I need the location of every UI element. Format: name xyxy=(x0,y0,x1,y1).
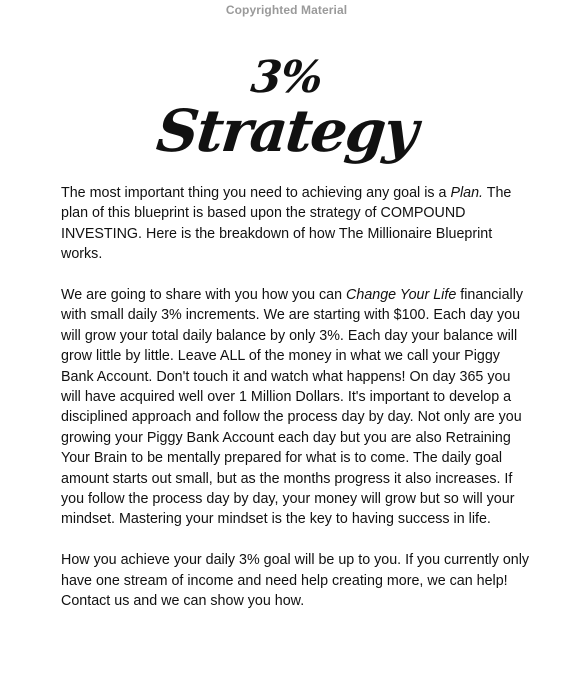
paragraph-change-text-start: We are going to share with you how you can xyxy=(61,287,347,304)
body-text xyxy=(61,183,531,632)
paragraph-change-text-end: financially with small daily 3% increments. We are starting with $100. Each day you will grow your total daily balance by only 3%. Each day your balance will grow little by little. Leave ALL of the money in what we call your Piggy Bank Account. Don't touch it and watch what happens! On day 365 you will have acquired well over 1 Million Dollars. It's important to develop a disciplined approach and follow the process day by day. Not only are you growing your Piggy Bank Account each day but you are also Retraining Your Brain to be mentally prepared for what is to come. The daily goal amount starts out small, but as the months progress it also increases. If you follow the process day by day, your money will grow but so will your mindset. Mastering your mindset is the key to having success in life. xyxy=(61,287,524,528)
heading-strategy: Strategy xyxy=(153,97,420,165)
paragraph-plan-text-start: The most important thing you need to achieving any goal is a xyxy=(61,185,451,201)
paragraph-change-emphasis: Change Your Life xyxy=(346,287,457,304)
paragraph-daily-goal: How you achieve your daily 3% goal will be up to you. If you currently only have one stream of income and need help creating more, we can help! Contact us and we can show you how. xyxy=(61,552,530,610)
paragraph-plan-emphasis: Plan. xyxy=(450,185,484,201)
paragraph-plan xyxy=(61,183,531,265)
copyright-watermark: Copyrighted Material xyxy=(225,3,348,17)
heading-percent: 3% xyxy=(248,52,325,103)
paragraph-change-your-life xyxy=(61,285,531,530)
paragraph-plan-text-end: The plan of this blueprint is based upon the strategy of COMPOUND INVESTING. Here is the breakdown of how The Millionaire Blueprint works. xyxy=(61,185,512,263)
